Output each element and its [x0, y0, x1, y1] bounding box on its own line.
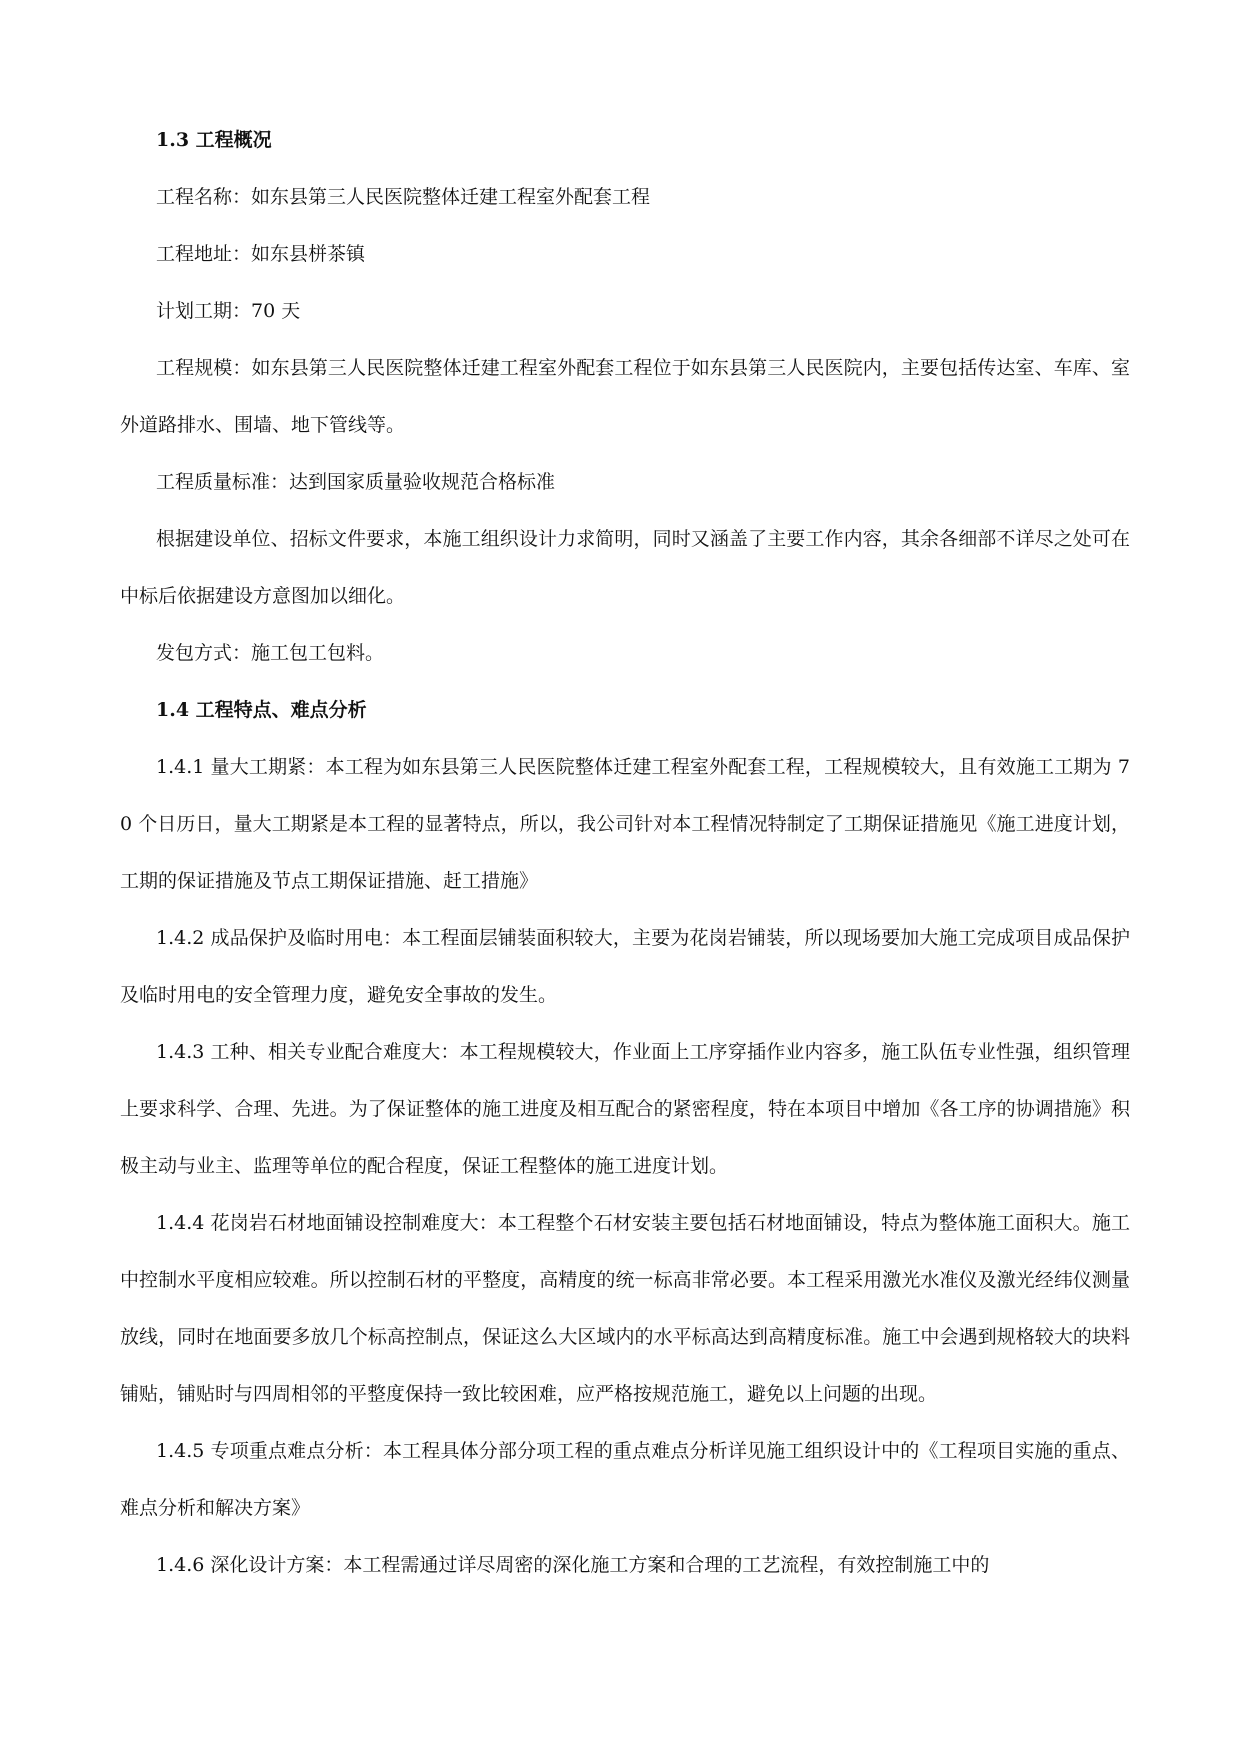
section-heading-1-4: 1.4 工程特点、难点分析: [156, 699, 367, 721]
design-note: 根据建设单位、招标文件要求，本施工组织设计力求简明，同时又涵盖了主要工作内容，其余各细部不详尽之处可在中标后依据建设方意图加以细化。: [120, 528, 1130, 607]
item-1-4-2: 1.4.2 成品保护及临时用电：本工程面层铺装面积较大，主要为花岗岩铺装，所以现场要加大施工完成项目成品保护及临时用电的安全管理力度，避免安全事故的发生。: [120, 927, 1130, 1006]
item-1-4-6: 1.4.6 深化设计方案：本工程需通过详尽周密的深化施工方案和合理的工艺流程，有效控制施工中的: [156, 1554, 990, 1576]
item-1-4-5: 1.4.5 专项重点难点分析：本工程具体分部分项工程的重点难点分析详见施工组织设计中的《工程项目实施的重点、难点分析和解决方案》: [120, 1440, 1130, 1519]
planned-duration: 计划工期：70 天: [156, 300, 301, 322]
quality-standard: 工程质量标准：达到国家质量验收规范合格标准: [156, 471, 556, 493]
document-body: [120, 112, 1130, 1594]
contract-method: 发包方式：施工包工包料。: [156, 642, 385, 664]
project-scale: 工程规模：如东县第三人民医院整体迁建工程室外配套工程位于如东县第三人民医院内，主要包括传达室、车库、室外道路排水、围墙、地下管线等。: [120, 357, 1130, 436]
item-1-4-4: 1.4.4 花岗岩石材地面铺设控制难度大：本工程整个石材安装主要包括石材地面铺设，特点为整体施工面积大。施工中控制水平度相应较难。所以控制石材的平整度，高精度的统一标高非常必要。本工程采用激光水准仪及激光经纬仪测量放线，同时在地面要多放几个标高控制点，保证这么大区域内的水平标高达到高精度标准。施工中会遇到规格较大的块料铺贴，铺贴时与四周相邻的平整度保持一致比较困难，应严格按规范施工，避免以上问题的出现。: [120, 1212, 1130, 1405]
item-1-4-1: 1.4.1 量大工期紧：本工程为如东县第三人民医院整体迁建工程室外配套工程，工程规模较大，且有效施工工期为 70 个日历日，量大工期紧是本工程的显著特点，所以，我公司针对本工程情况特制定了工期保证措施见《施工进度计划，工期的保证措施及节点工期保证措施、赶工措施》: [120, 756, 1130, 892]
section-heading-1-3: 1.3 工程概况: [156, 129, 272, 151]
project-address: 工程地址：如东县栟茶镇: [156, 243, 366, 265]
item-1-4-3: 1.4.3 工种、相关专业配合难度大：本工程规模较大，作业面上工序穿插作业内容多，施工队伍专业性强，组织管理上要求科学、合理、先进。为了保证整体的施工进度及相互配合的紧密程度，特在本项目中增加《各工序的协调措施》积极主动与业主、监理等单位的配合程度，保证工程整体的施工进度计划。: [120, 1041, 1130, 1177]
project-name: 工程名称：如东县第三人民医院整体迁建工程室外配套工程: [156, 186, 651, 208]
